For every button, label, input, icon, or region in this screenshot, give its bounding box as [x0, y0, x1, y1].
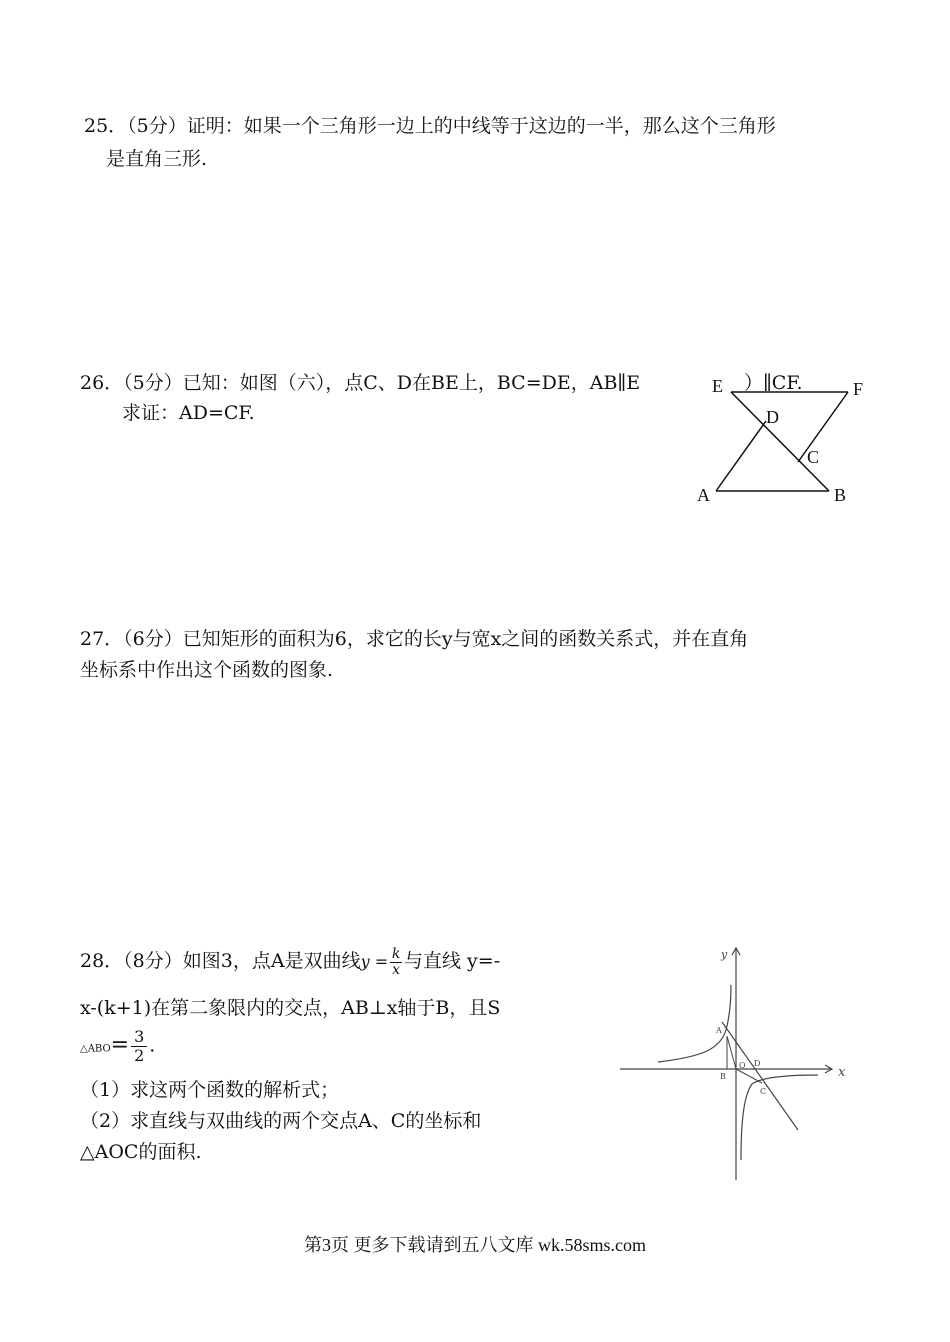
q27-line2: 坐标系中作出这个函数的图象. [80, 659, 334, 681]
q26-line1-part1: 26．（5分）已知：如图（六），点C、D在BE上，BC=DE，AB∥E [80, 372, 641, 394]
label-a: A [697, 485, 710, 505]
q28-line4: （1）求这两个函数的解析式； [80, 1079, 340, 1101]
q28-frac2-denominator: 2 [131, 1046, 147, 1065]
hyperbola-upper-branch [658, 985, 731, 1062]
q25-line2: 是直角三形. [106, 148, 208, 170]
q26-line2: 求证：AD=CF. [122, 402, 255, 424]
q28-line1-part1: 28．（8分）如图3，点A是双曲线 [80, 950, 361, 972]
q28-frac2-numerator: 3 [134, 1027, 145, 1046]
graph-label-b: B [720, 1072, 726, 1081]
q28-line6: △AOC的面积. [80, 1141, 202, 1163]
graph-label-x: x [838, 1065, 846, 1080]
q28-equals: = [110, 1032, 130, 1058]
q28-subscript: △ABO [80, 1043, 111, 1055]
q25-line1: 25．（5分）证明：如果一个三角形一边上的中线等于这边的一半，那么这个三角形 [84, 115, 776, 137]
graph-label-y: y [721, 948, 728, 961]
q26-line1-part2: ）∥CF. [744, 372, 803, 394]
q28-y-equals: y = [360, 952, 389, 971]
label-b: B [834, 485, 847, 505]
label-e: E [712, 376, 723, 396]
q28-frac-denominator: x [392, 961, 401, 978]
q28-frac-numerator: k [391, 945, 401, 962]
q27-line1: 27．（6分）已知矩形的面积为6，求它的长y与宽x之间的函数关系式，并在直角 [80, 628, 749, 650]
label-d: D [766, 407, 779, 427]
q28-period: . [149, 1034, 156, 1057]
graph-label-c: C [760, 1087, 767, 1096]
page-footer: 第3页 更多下载请到五八文库 wk.58sms.com [304, 1235, 646, 1255]
q28-line1-part2: 与直线 y=- [404, 950, 501, 972]
graph-label-d: D [754, 1059, 761, 1068]
label-c: C [807, 447, 820, 467]
label-f: F [853, 379, 864, 399]
graph-label-a: A [716, 1026, 722, 1035]
graph-label-o: O [739, 1061, 746, 1070]
segment-oc [736, 1069, 762, 1083]
q28-line5: （2）求直线与双曲线的两个交点A、C的坐标和 [80, 1110, 482, 1132]
hyperbola-lower-branch [741, 1075, 818, 1160]
q28-line2: x-(k+1)在第二象限内的交点，AB⊥x轴于B，且S [80, 997, 501, 1019]
